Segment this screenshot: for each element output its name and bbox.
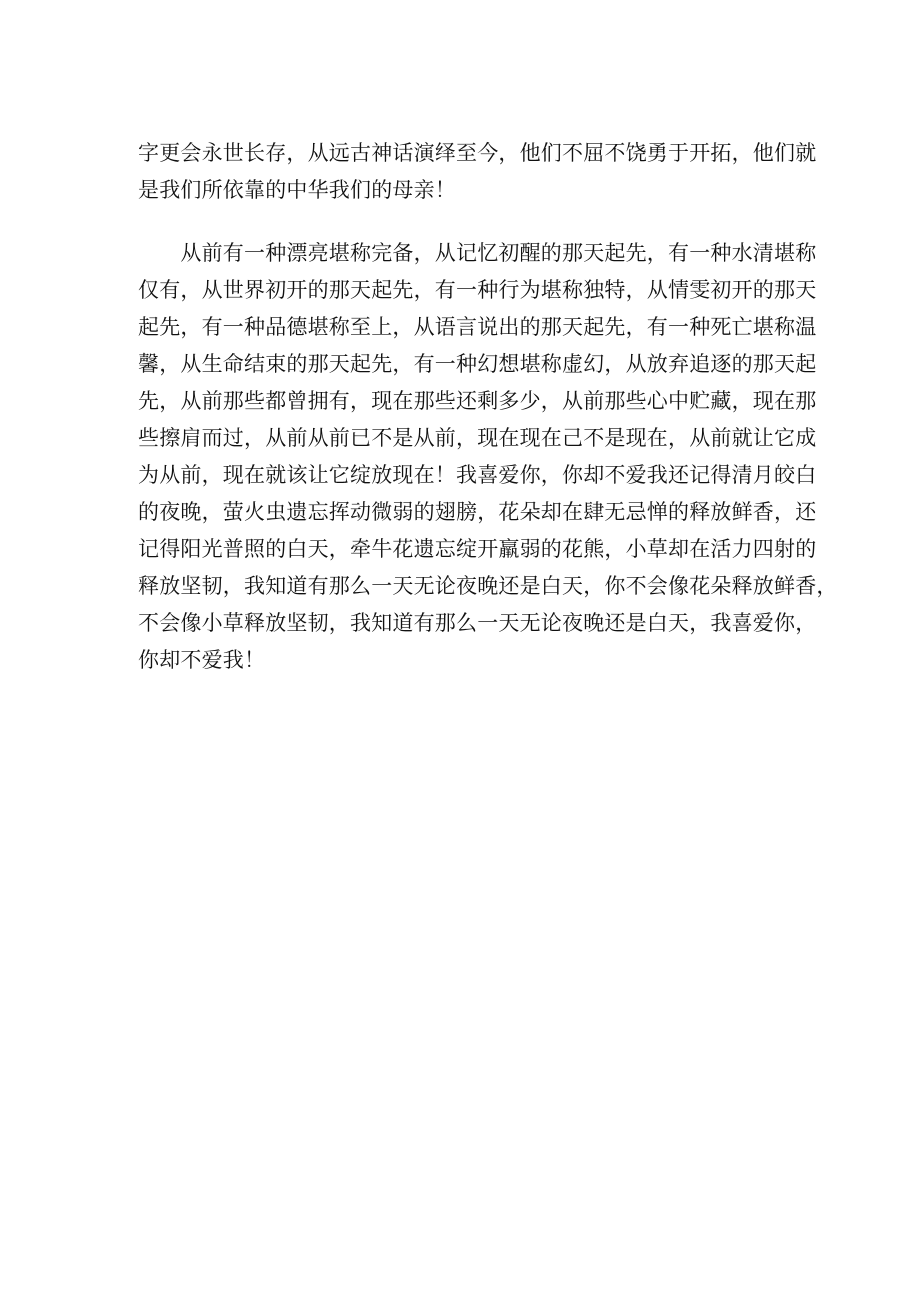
paragraph-line: 记得阳光普照的白天，牵牛花遗忘绽开羸弱的花熊，小草却在活力四射的 — [138, 537, 817, 561]
paragraph-line: 为从前，现在就该让它绽放现在！我喜爱你，你却不爱我还记得清月皎白 — [138, 463, 817, 487]
paragraph-1 — [138, 135, 817, 209]
paragraph-line: 你却不爱我！ — [138, 648, 266, 672]
paragraph-2 — [138, 235, 838, 679]
paragraph-line: 的夜晚，萤火虫遗忘挥动微弱的翅膀，花朵却在肆无忌惮的释放鲜香，还 — [138, 500, 817, 524]
paragraph-line: 馨，从生命结束的那天起先，有一种幻想堪称虚幻，从放弃追逐的那天起 — [138, 352, 817, 376]
paragraph-line: 释放坚韧，我知道有那么一天无论夜晚还是白天，你不会像花朵释放鲜香， — [138, 574, 838, 598]
paragraph-line: 字更会永世长存，从远古神话演绎至今，他们不屈不饶勇于开拓，他们就 — [138, 141, 817, 165]
paragraph-line: 仅有，从世界初开的那天起先，有一种行为堪称独特，从情雯初开的那天 — [138, 278, 817, 302]
paragraph-line: 些擦肩而过，从前从前已不是从前，现在现在己不是现在，从前就让它成 — [138, 426, 817, 450]
paragraph-line: 不会像小草释放坚韧，我知道有那么一天无论夜晚还是白天，我喜爱你， — [138, 611, 817, 635]
paragraph-line: 从前有一种漂亮堪称完备，从记忆初醒的那天起先，有一种水清堪称 — [138, 241, 817, 265]
paragraph-line: 是我们所依靠的中华我们的母亲！ — [138, 178, 456, 202]
paragraph-line: 起先，有一种品德堪称至上，从语言说出的那天起先，有一种死亡堪称温 — [138, 315, 817, 339]
paragraph-line: 先，从前那些都曾拥有，现在那些还剩多少，从前那些心中贮藏，现在那 — [138, 389, 817, 413]
